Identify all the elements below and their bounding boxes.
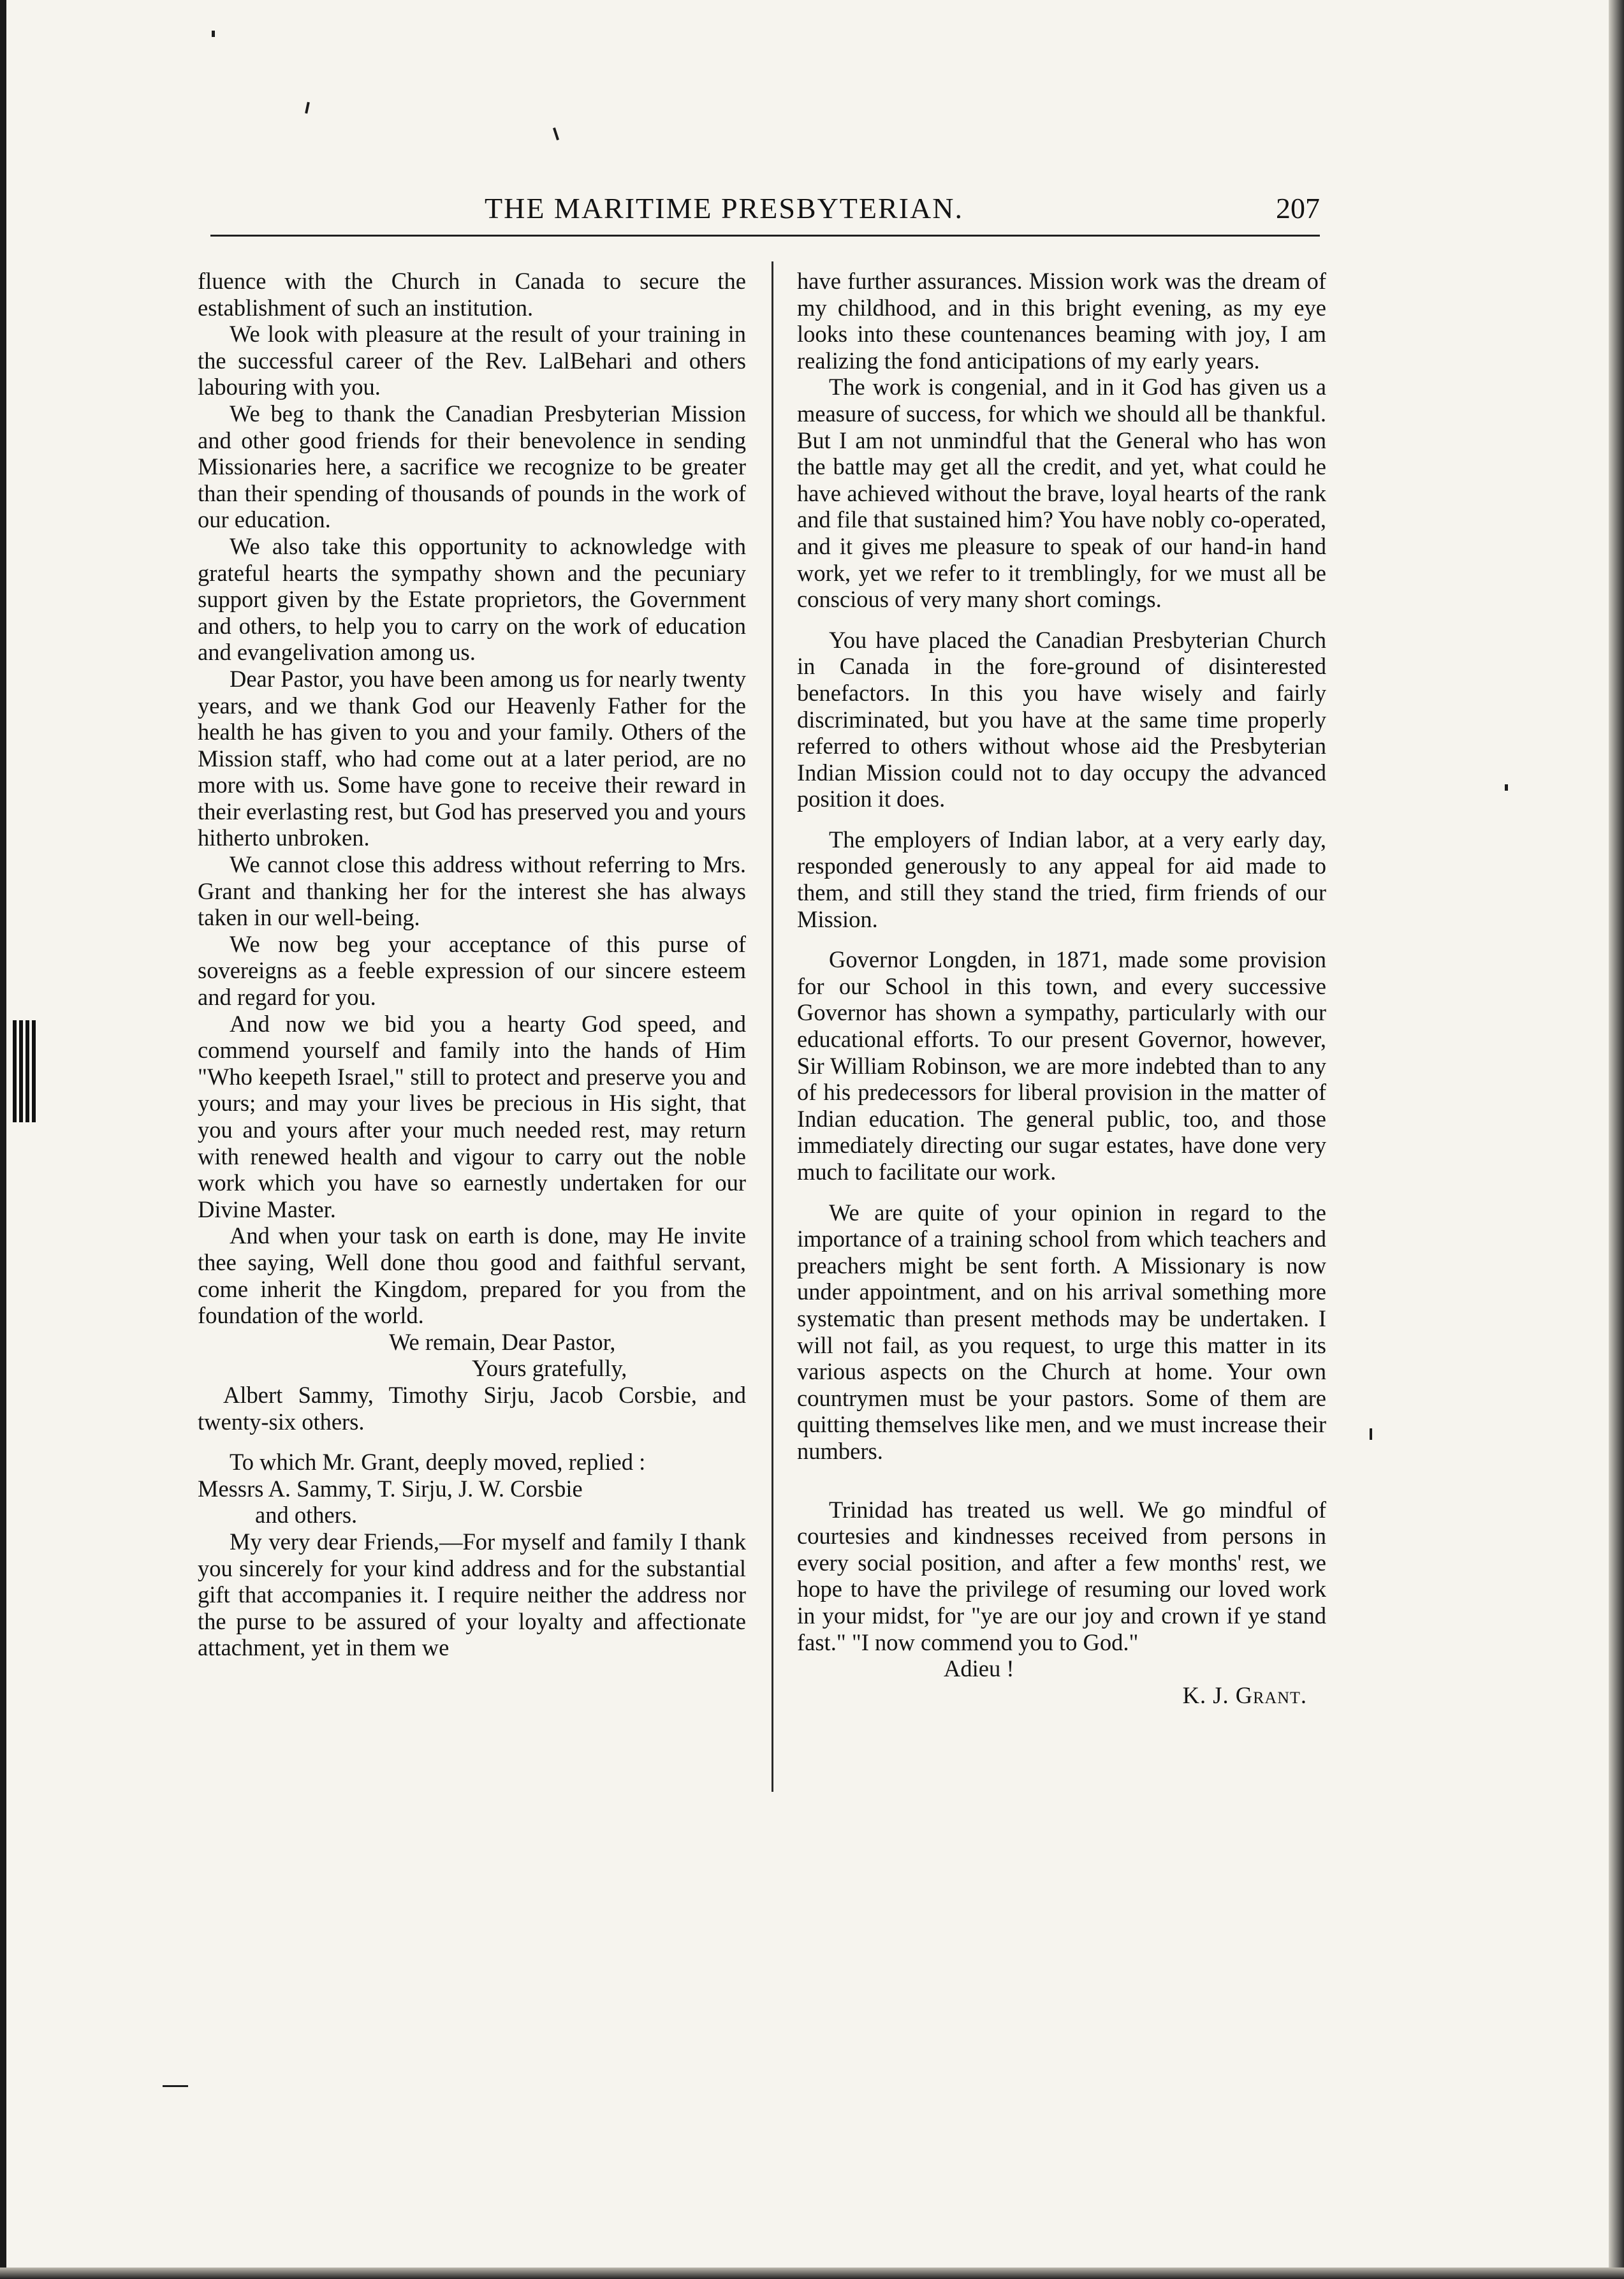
page-edge-bottom: [0, 2268, 1624, 2279]
addressees: Messrs A. Sammy, T. Sirju, J. W. Corsbie: [198, 1475, 583, 1502]
binding-clip-mark: [13, 1020, 36, 1122]
paragraph: The work is congenial, and in it God has given us a measure of success, for which we should all be thankful. But I am not unmindful that the General who has won the battle may get all the credit, and yet, what could he have achieved without the brave, loyal hearts of the rank and file that sustained him? You have nobly co-operated, and it gives me pleasure to speak of our hand-in hand work, yet we refer to it tremblingly, for we must all be conscious of very many short comings.: [797, 374, 1326, 613]
paragraph: We beg to thank the Canadian Presbyterian Mission and other good friends for their benevolence in sending Missionaries here, a sacrifice we recognize to be greater than their spending of thousands of pounds in the work of our education.: [198, 400, 746, 533]
signatories: Albert Sammy, Timothy Sirju, Jacob Corsbie, and twenty-six others.: [198, 1381, 746, 1435]
paragraph: have further assurances. Mission work was the dream of my childhood, and in this bright evening, as my eye looks into these countenances beaming with joy, I am realizing the fond anticipations of my early years.: [797, 268, 1326, 374]
paragraph: We also take this opportunity to acknowledge with grateful hearts the sympathy shown and the pecuniary support given by the Estate proprietors, the Government and others, to help you to carry on the work of education and evangelivation among us.: [198, 532, 746, 666]
paragraph: Dear Pastor, you have been among us for nearly twenty years, and we thank God our Heavenly Father for the health he has given to you and your family. Others of the Mission staff, who had come out at a later period, are no more with us. Some have gone to receive their reward in their everlasting rest, but God has preserved you and yours hitherto unbroken.: [198, 665, 746, 851]
signature: K. J. Grant.: [1182, 1682, 1307, 1708]
adieu: Adieu !: [944, 1655, 1014, 1682]
column-divider: [772, 261, 773, 1792]
page-number: 207: [1276, 192, 1320, 224]
addressees: and others.: [255, 1502, 358, 1528]
print-speck: [212, 31, 215, 37]
paragraph: And when your task on earth is done, may He invite thee saying, Well done thou good and faithful servant, come inherit the Kingdom, prepared for you from the foundation of the world.: [198, 1222, 746, 1329]
right-column: [797, 268, 1326, 1824]
paragraph: We look with pleasure at the result of your training in the successful career of the Rev. LalBehari and others labouring with you.: [198, 321, 746, 400]
running-title: THE MARITIME PRESBYTERIAN.: [485, 192, 963, 224]
paragraph: Trinidad has treated us well. We go mindful of courtesies and kindnesses received from persons in every social position, and after a few months' rest, we hope to have the privilege of resuming our loved work in your midst, for "ye are our joy and crown if ye stand fast." "I now commend you to God.": [797, 1496, 1326, 1655]
paragraph: The employers of Indian labor, at a very early day, responded generously to any appeal for aid made to them, and still they stand the tried, firm friends of our Mission.: [797, 826, 1326, 932]
print-speck: [1370, 1428, 1372, 1440]
page-header: [210, 184, 1320, 235]
header-rule: [210, 235, 1320, 237]
print-speck: [553, 128, 559, 140]
paragraph: We now beg your acceptance of this purse of sovereigns as a feeble expression of our sincere esteem and regard for you.: [198, 930, 746, 1011]
paragraph: And now we bid you a hearty God speed, and commend yourself and family into the hands of Him "Who keepeth Israel," still to protect and preserve you and yours; and may your lives be precious in His sight, that you and yours after your much needed rest, may return with renewed health and vigour to carry out the noble work which you have so earnestly undertaken for our Divine Master.: [198, 1010, 746, 1222]
print-speck: [1505, 784, 1508, 791]
page-edge-left: [0, 0, 6, 2279]
reply-intro: To which Mr. Grant, deeply moved, replied :: [230, 1449, 646, 1476]
closing-line: Yours gratefully,: [472, 1355, 627, 1382]
paragraph: We cannot close this address without referring to Mrs. Grant and thanking her for the interest she has always taken in our well-being.: [198, 851, 746, 931]
paragraph: fluence with the Church in Canada to secure the establishment of such an institution.: [198, 268, 746, 321]
closing-line: We remain, Dear Pastor,: [389, 1328, 616, 1355]
paragraph: We are quite of your opinion in regard to the importance of a training school from which teachers and preachers might be sent forth. A Missionary is now under appointment, and on his arrival something more systematic than present methods may be undertaken. I will not fail, as you request, to urge this matter in its various aspects on the Church at home. Your own countrymen must be your pastors. Some of them are quitting themselves like men, and we must increase their numbers.: [797, 1199, 1326, 1464]
page-edge-right: [1609, 0, 1624, 2279]
left-column: [198, 268, 746, 1824]
paragraph: My very dear Friends,—For myself and family I thank you sincerely for your kind address and for the substantial gift that accompanies it. I require neither the address nor the purse to be assured of your loyalty and affectionate attachment, yet in them we: [198, 1528, 746, 1661]
print-speck: [163, 2085, 188, 2087]
paragraph: Governor Longden, in 1871, made some provision for our School in this town, and every successive Governor has shown a sympathy, particularly with our educational efforts. To our present Governor, however, Sir William Robinson, we are more indebted than to any of his predecessors for liberal provision in the matter of Indian education. The general public, too, and those immediately directing our sugar estates, have done very much to facilitate our work.: [797, 946, 1326, 1185]
paragraph: You have placed the Canadian Presbyterian Church in Canada in the fore-ground of disinterested benefactors. In this you have wisely and fairly discriminated, but you have at the same time properly referred to others without whose aid the Presbyterian Indian Mission could not to day occupy the advanced position it does.: [797, 626, 1326, 812]
print-speck: [305, 102, 310, 114]
